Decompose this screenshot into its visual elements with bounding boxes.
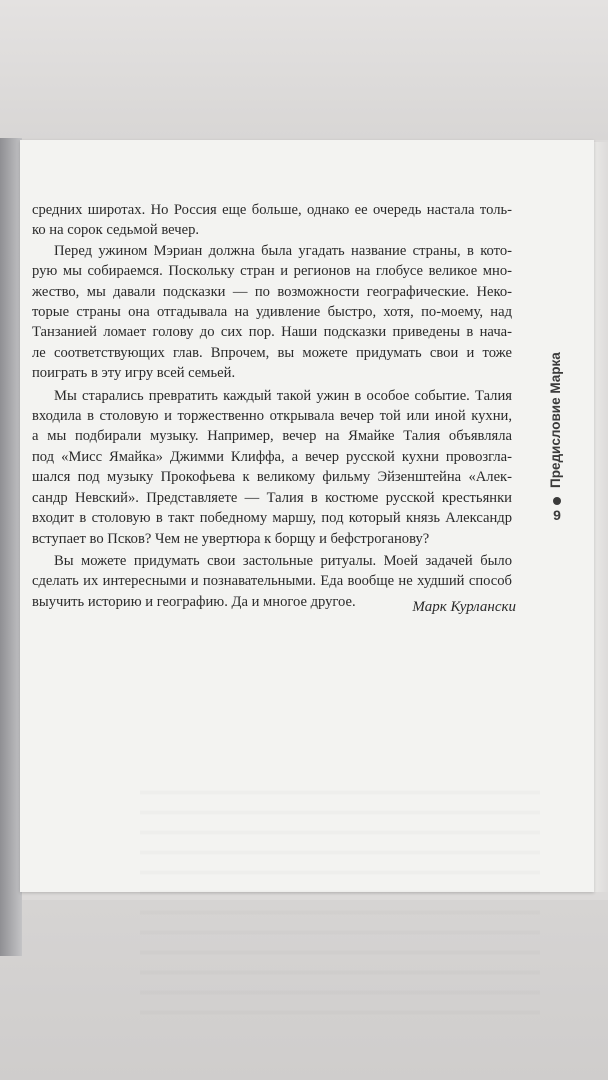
text-line: сандр Невский». Представляете — Талия в костюме русской крестьянки [32, 489, 512, 506]
text-line: входила в столовую и торжественно открывала вечер той или иной кухни, [32, 408, 512, 425]
text-line: средних широтах. Но Россия еще больше, однако ее очередь настала толь- [32, 202, 512, 218]
paragraph-3 [32, 386, 512, 549]
text-line: входит в столовую в такт победному маршу, под который князь Александр [32, 510, 512, 527]
text-line: торые страны она отгадывала на удивление быстро, хотя, по-моему, над [32, 304, 512, 321]
text-line: ко на сорок седьмой вечер. [32, 222, 200, 239]
text-line: Танзанией ломает голову до сих пор. Наши подсказки приведены в нача- [32, 324, 512, 341]
show-through-text [140, 780, 540, 1030]
page-number: 9 [553, 507, 561, 523]
text-line: ле соответствующих глав. Впрочем, вы можете придумать свои и тоже [32, 344, 512, 361]
paragraph-1 [32, 200, 512, 241]
text-line: Перед ужином Мэриан должна была угадать название страны, в кото- [54, 242, 512, 259]
text-line: шался под музыку Прокофьева к великому фильму Эйзенштейна «Алек- [32, 469, 512, 486]
text-line: вступает во Псков? Чем не увертюра к борщу и бефстроганову? [32, 530, 430, 547]
text-line: жество, мы давали подсказки — по возможности географические. Неко- [32, 283, 512, 300]
text-line: Мы старались превратить каждый такой ужин в особое событие. Талия [54, 387, 512, 404]
text-line: рую мы собираемся. Поскольку стран и регионов на глобусе великое мно- [32, 263, 512, 280]
paragraph-2 [32, 241, 512, 384]
author-signature: Марк Курлански [412, 599, 516, 615]
page-binding-shadow [0, 138, 22, 956]
text-line: Вы можете придумать свои застольные ритуалы. Моей задачей было [54, 552, 512, 569]
page-edge [594, 142, 608, 892]
text-line: выучить историю и географию. Да и многое другое. [32, 593, 356, 610]
text-line: а мы подбирали музыку. Например, вечер на Ямайке Талия объявляла [32, 428, 512, 445]
text-line: под «Мисс Ямайка» Джимми Клиффа, а вечер русской кухни провозгла- [32, 448, 512, 465]
text-line: поиграть в эту игру всей семьей. [32, 365, 236, 382]
text-line: сделать их интересными и познавательными. Еда вообще не худший способ [32, 573, 512, 590]
body-text [32, 200, 512, 612]
running-header-text: Предисловие Марка [548, 352, 563, 488]
bullet-dot-icon [553, 497, 561, 505]
background-top [0, 0, 608, 140]
